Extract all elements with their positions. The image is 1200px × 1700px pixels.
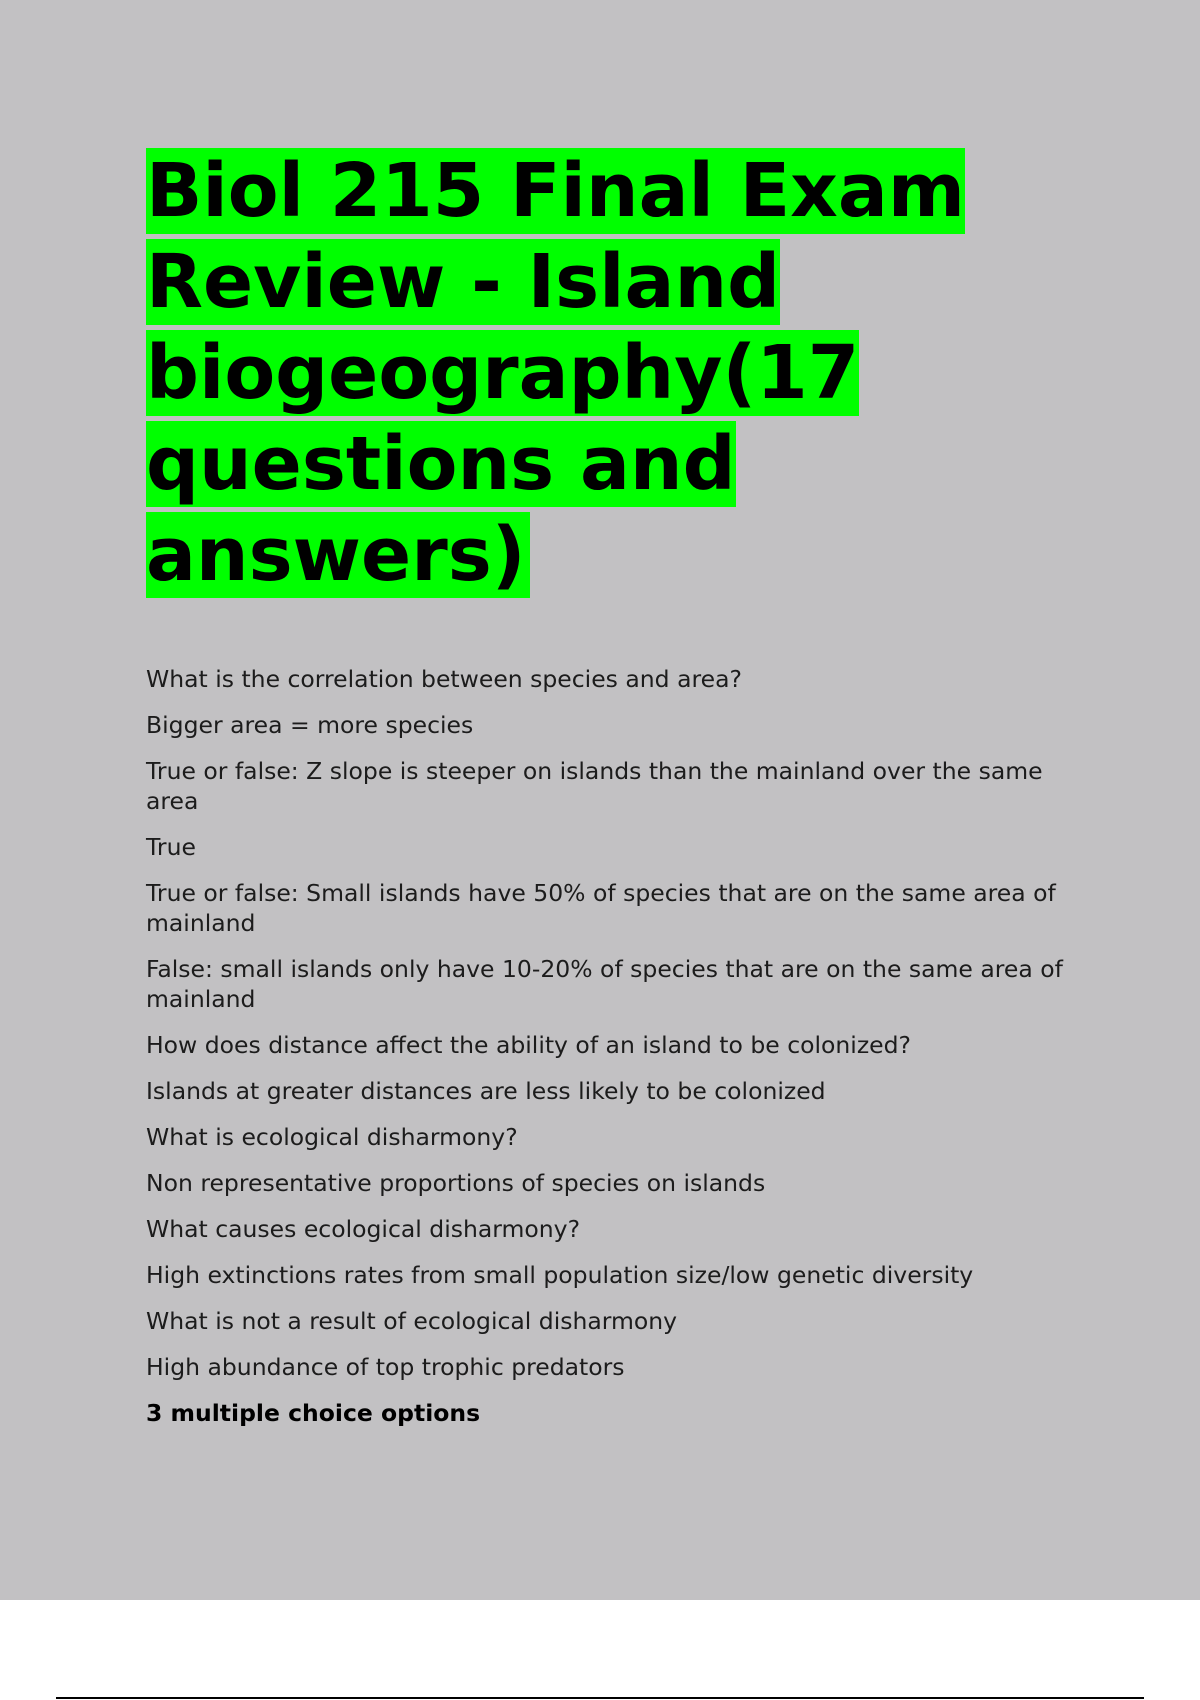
- question-line: How does distance affect the ability of an island to be colonized?: [146, 1031, 912, 1059]
- page-bottom-rule: [56, 1697, 1144, 1699]
- answer-line: True: [146, 833, 196, 861]
- multiple-choice-heading: 3 multiple choice options: [146, 1399, 481, 1427]
- answer-line: Non representative proportions of species on islands: [146, 1169, 766, 1197]
- answer-line: Bigger area = more species: [146, 711, 474, 739]
- answer-line: False: small islands only have 10-20% of species that are on the same area of mainland: [146, 955, 1063, 1013]
- title-highlight: Biol 215 Final Exam Review - Island biogeography(17 questions and answers): [146, 148, 965, 598]
- answer-line: High extinctions rates from small population size/low genetic diversity: [146, 1261, 974, 1289]
- document-title: [146, 146, 1096, 601]
- question-line: What causes ecological disharmony?: [146, 1215, 581, 1243]
- answer-line: Islands at greater distances are less likely to be colonized: [146, 1077, 826, 1105]
- answer-line: High abundance of top trophic predators: [146, 1353, 625, 1381]
- question-line: What is ecological disharmony?: [146, 1123, 518, 1151]
- qa-list: [146, 664, 1096, 1428]
- question-line: What is not a result of ecological disharmony: [146, 1307, 678, 1335]
- question-line: True or false: Z slope is steeper on islands than the mainland over the same area: [146, 757, 1043, 815]
- question-line: What is the correlation between species and area?: [146, 665, 742, 693]
- question-line: True or false: Small islands have 50% of species that are on the same area of mainland: [146, 879, 1056, 937]
- document-content: [146, 146, 1096, 1444]
